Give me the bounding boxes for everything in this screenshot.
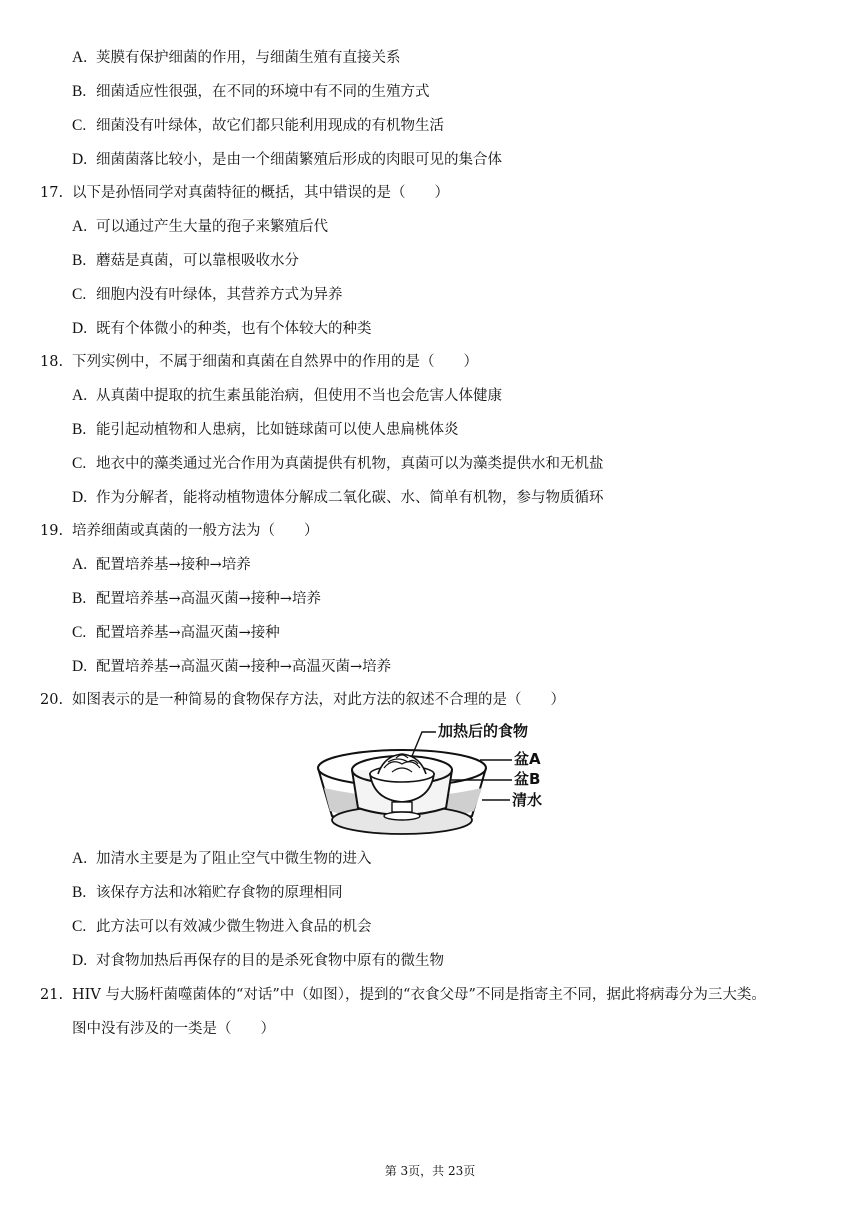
q19-option-a [72, 555, 251, 575]
q19-option-c [72, 623, 280, 643]
q20-option-d [72, 951, 444, 971]
option-text: 配置培养基→接种→培养 [96, 557, 251, 573]
option-letter: C. [72, 624, 87, 641]
q21-stem-continued: 图中没有涉及的一类是（ ） [72, 1021, 275, 1037]
option-text: 细胞内没有叶绿体，其营养方式为异养 [96, 287, 343, 303]
label-basin-a: 盆A [514, 750, 541, 768]
page-footer: 第 3页，共 23页 [384, 1164, 476, 1178]
label-basin-b: 盆B [514, 770, 541, 788]
question-text: 如图表示的是一种简易的食物保存方法，对此方法的叙述不合理的是（ ） [72, 692, 565, 708]
option-text: 此方法可以有效减少微生物进入食品的机会 [96, 919, 372, 935]
option-letter: D. [72, 658, 88, 675]
option-letter: C. [72, 455, 87, 472]
option-text: 细菌没有叶绿体，故它们都只能利用现成的有机物生活 [96, 118, 444, 134]
food-storage-figure [312, 716, 562, 844]
option-text: 可以通过产生大量的孢子来繁殖后代 [96, 219, 328, 235]
option-text: 配置培养基→高温灭菌→接种→高温灭菌→培养 [96, 659, 392, 675]
q21-stem [40, 985, 766, 1005]
question-text: 下列实例中，不属于细菌和真菌在自然界中的作用的是（ ） [72, 354, 478, 370]
option-letter: A. [72, 556, 88, 573]
q17-stem [40, 183, 449, 203]
q19-option-d [72, 657, 391, 677]
label-heated-food: 加热后的食物 [438, 722, 529, 740]
option-letter: D. [72, 952, 88, 969]
question-number: 17. [40, 185, 64, 201]
option-letter: D. [72, 151, 88, 168]
q17-option-c [72, 285, 343, 305]
q16-option-b [72, 82, 430, 102]
option-text: 既有个体微小的种类，也有个体较大的种类 [96, 321, 372, 337]
option-letter: D. [72, 489, 88, 506]
option-text: 荚膜有保护细菌的作用，与细菌生殖有直接关系 [96, 50, 401, 66]
q19-option-b [72, 589, 321, 609]
q18-option-d [72, 488, 604, 508]
q18-option-b [72, 420, 459, 440]
option-text: 从真菌中提取的抗生素虽能治病，但使用不当也会危害人体健康 [96, 388, 502, 404]
option-text: 地衣中的藻类通过光合作用为真菌提供有机物，真菌可以为藻类提供水和无机盐 [96, 456, 604, 472]
option-text: 细菌适应性很强，在不同的环境中有不同的生殖方式 [96, 84, 430, 100]
q18-option-a [72, 386, 502, 406]
option-letter: A. [72, 218, 88, 235]
question-text: 培养细菌或真菌的一般方法为（ ） [72, 523, 319, 539]
q19-stem [40, 521, 319, 541]
option-letter: B. [72, 252, 87, 269]
q16-option-d [72, 150, 502, 170]
q20-option-a [72, 849, 372, 869]
option-letter: B. [72, 884, 87, 901]
question-text: 以下是孙悟同学对真菌特征的概括，其中错误的是（ ） [72, 185, 449, 201]
option-letter: A. [72, 49, 88, 66]
question-number: 18. [40, 354, 64, 370]
option-text: 加清水主要是为了阻止空气中微生物的进入 [96, 851, 372, 867]
question-number: 20. [40, 692, 64, 708]
option-text: 配置培养基→高温灭菌→接种→培养 [96, 591, 321, 607]
q17-option-b [72, 251, 299, 271]
q17-option-d [72, 319, 372, 339]
option-text: 配置培养基→高温灭菌→接种 [96, 625, 280, 641]
option-text: 该保存方法和冰箱贮存食物的原理相同 [96, 885, 343, 901]
option-text: 作为分解者，能将动植物遗体分解成二氧化碳、水、简单有机物，参与物质循环 [96, 490, 604, 506]
option-text: 蘑菇是真菌，可以靠根吸收水分 [96, 253, 299, 269]
question-text: HIV 与大肠杆菌噬菌体的“对话”中（如图），提到的“衣食父母”不同是指寄主不同，据此将病毒分为三大类。 [72, 987, 766, 1003]
q17-option-a [72, 217, 328, 237]
q18-stem [40, 352, 478, 372]
option-letter: B. [72, 421, 87, 438]
q20-option-c [72, 917, 372, 937]
q20-option-b [72, 883, 343, 903]
label-water: 清水 [512, 791, 543, 809]
option-letter: A. [72, 850, 88, 867]
option-letter: C. [72, 286, 87, 303]
option-text: 细菌菌落比较小，是由一个细菌繁殖后形成的肉眼可见的集合体 [96, 152, 502, 168]
q16-option-c [72, 116, 444, 136]
question-number: 21. [40, 987, 64, 1003]
option-letter: D. [72, 320, 88, 337]
option-letter: B. [72, 590, 87, 607]
option-text: 能引起动植物和人患病，比如链球菌可以使人患扁桃体炎 [96, 422, 459, 438]
q16-option-a [72, 48, 401, 68]
question-number: 19. [40, 523, 64, 539]
option-letter: A. [72, 387, 88, 404]
q18-option-c [72, 454, 604, 474]
option-letter: C. [72, 918, 87, 935]
option-letter: B. [72, 83, 87, 100]
option-text: 对食物加热后再保存的目的是杀死食物中原有的微生物 [96, 953, 444, 969]
option-letter: C. [72, 117, 87, 134]
q20-stem [40, 690, 565, 710]
